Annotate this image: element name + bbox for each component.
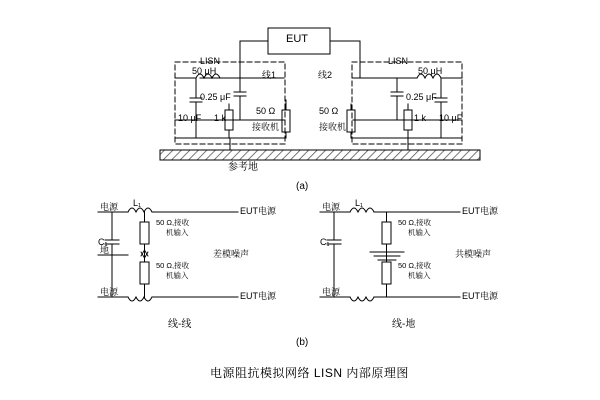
b-right-res-bottom-label: 50 Ω,接收 xyxy=(398,261,432,270)
b-left-noise-label: 差模噪声 xyxy=(213,249,250,259)
cap-right-bottom-label: 10 μF xyxy=(439,113,463,123)
b-right-eut-power-top-label: EUT电源 xyxy=(462,206,499,216)
figure-title: 电源阻抗模拟网络 LISN 内部原理图 xyxy=(210,366,409,380)
cap-left-bottom-label: 10 μF xyxy=(178,113,202,123)
b-left-eut-power-top-label: EUT电源 xyxy=(240,206,277,216)
b-right-inductor-label: L₁ xyxy=(355,198,364,208)
res-left-50-label: 50 Ω xyxy=(256,106,276,116)
b-right-noise-label: 共模噪声 xyxy=(455,249,492,259)
ground-plane xyxy=(160,150,480,160)
b-right-source-top-label: 电源 xyxy=(322,202,341,212)
b-left-mode-label: 线-线 xyxy=(168,319,192,330)
b-left-cap-label: C₁ xyxy=(98,237,108,247)
line1-label: 线1 xyxy=(262,70,277,80)
receiver-right-label: 接收机 xyxy=(319,122,347,132)
b-right-mode-label: 线-地 xyxy=(392,319,416,330)
cap-left-top-label: 0.25 μF xyxy=(200,92,231,102)
lisn-left-label: LISN xyxy=(200,56,221,66)
b-left-res-bottom-label: 50 Ω,接收 xyxy=(156,261,190,270)
lisn-right-box xyxy=(352,62,462,144)
b-left-source-bottom-label: 电源 xyxy=(100,287,119,297)
ground-ref-label: 参考地 xyxy=(228,162,258,173)
eut-label: EUT xyxy=(286,33,308,45)
res-right-50 xyxy=(347,110,355,132)
line2-label: 线2 xyxy=(318,70,333,80)
b-left-ground-label: 地 xyxy=(100,245,110,255)
b-left-res-top-label2: 机输入 xyxy=(166,228,189,237)
b-right-res-top-label2: 机输入 xyxy=(408,228,431,237)
subfigure-a-label: (a) xyxy=(296,181,309,192)
b-right-res-bottom-label2: 机输入 xyxy=(408,271,431,280)
subfigure-b-label: (b) xyxy=(296,337,309,348)
b-right-res-top-label: 50 Ω,接收 xyxy=(398,218,432,227)
b-left-res-top-label: 50 Ω,接收 xyxy=(156,218,190,227)
b-left-res-bottom-label2: 机输入 xyxy=(166,271,189,280)
cap-right-top-label: 0.25 μF xyxy=(406,92,437,102)
b-right-cap-label: C₁ xyxy=(320,237,330,247)
b-left-inductor-label: L₁ xyxy=(133,198,142,208)
res-right-50-label: 50 Ω xyxy=(319,106,339,116)
inductor-right-label: 50 μH xyxy=(418,66,443,76)
res-left-1k-label: 1 k xyxy=(214,113,227,123)
b-right-eut-power-bottom-label: EUT电源 xyxy=(462,291,499,301)
lisn-right-label: LISN xyxy=(388,56,409,66)
receiver-left-label: 接收机 xyxy=(252,122,280,132)
b-right-source-bottom-label: 电源 xyxy=(322,287,341,297)
res-left-50 xyxy=(282,110,290,132)
inductor-left-label: 50 μH xyxy=(192,66,217,76)
res-right-1k-label: 1 k xyxy=(414,113,427,123)
b-left-eut-power-bottom-label: EUT电源 xyxy=(240,291,277,301)
b-left-source-top-label: 电源 xyxy=(100,202,119,212)
